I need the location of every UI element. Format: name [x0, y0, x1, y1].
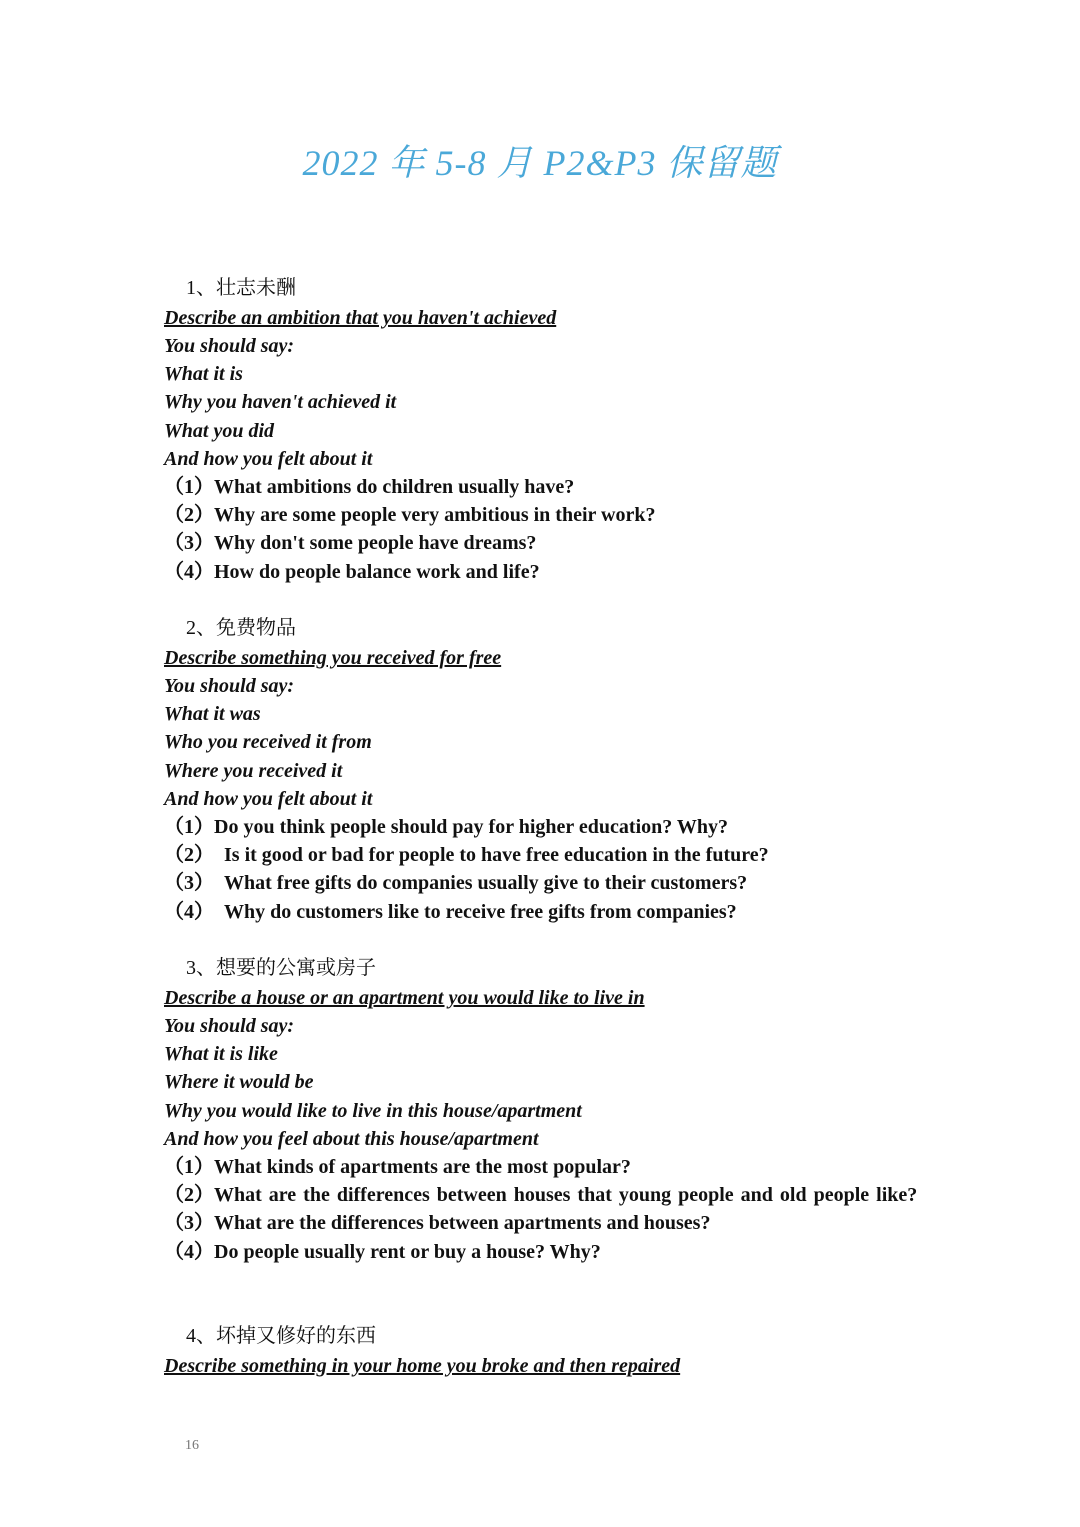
question-text: Do people usually rent or buy a house? Why?	[214, 1240, 601, 1263]
cue-line: What it is like	[164, 1043, 278, 1066]
question-text: How do people balance work and life?	[214, 560, 540, 583]
topic-title: Describe an ambition that you haven't achieved	[164, 307, 557, 329]
section-3	[164, 954, 924, 1266]
cue-line: Why you would like to live in this house/apartment	[164, 1099, 582, 1122]
question-number: （3）	[164, 1212, 214, 1235]
cue-line: And how you feel about this house/apartment	[164, 1127, 539, 1150]
question-number: （1）	[164, 815, 214, 838]
question-text: What free gifts do companies usually give to their customers?	[224, 872, 748, 895]
question	[164, 529, 924, 557]
question-text: What ambitions do children usually have?	[214, 475, 575, 498]
topic-title: Describe something you received for free	[164, 647, 502, 669]
cue-line: Where it would be	[164, 1071, 314, 1094]
section-1	[164, 274, 924, 586]
topic-title: Describe a house or an apartment you would like to live in	[164, 987, 645, 1009]
question-number: （3）	[164, 872, 214, 895]
question	[164, 1209, 924, 1237]
question-text: Is it good or bad for people to have free education in the future?	[224, 844, 769, 867]
question-number: （2）	[164, 1184, 214, 1207]
question-number: （4）	[164, 900, 214, 923]
cue-line: You should say:	[164, 675, 295, 697]
question	[164, 898, 924, 926]
question	[164, 473, 924, 501]
cue-line: What it is	[164, 363, 243, 386]
question-number: （2）	[164, 504, 214, 527]
section-4	[164, 1322, 924, 1380]
section-heading: 4、坏掉又修好的东西	[186, 1325, 376, 1347]
question	[164, 1181, 924, 1209]
question-text: What are the differences between houses that young people and old people like?	[214, 1184, 918, 1207]
question-number: （1）	[164, 1155, 214, 1178]
question	[164, 1153, 924, 1181]
page-number: 16	[185, 1438, 199, 1453]
question	[164, 1238, 924, 1266]
cue-line: What it was	[164, 703, 261, 726]
section-heading: 1、壮志未酬	[186, 277, 296, 299]
cue-line: Who you received it from	[164, 731, 372, 754]
cue-line: You should say:	[164, 335, 295, 357]
cue-line: Where you received it	[164, 759, 343, 782]
section-heading: 2、免费物品	[186, 617, 296, 639]
page-title: 2022 年 5-8 月 P2&P3 保留题	[302, 143, 778, 183]
question	[164, 501, 924, 529]
question-text: What kinds of apartments are the most popular?	[214, 1155, 631, 1178]
question-number: （4）	[164, 560, 214, 583]
question-text: Why do customers like to receive free gifts from companies?	[224, 900, 737, 923]
cue-line: What you did	[164, 419, 275, 442]
question	[164, 813, 924, 841]
question-text: Why are some people very ambitious in their work?	[214, 504, 656, 527]
cue-line: And how you felt about it	[164, 787, 373, 810]
section-2	[164, 614, 924, 926]
question	[164, 841, 924, 869]
question	[164, 558, 924, 586]
cue-line: You should say:	[164, 1015, 295, 1037]
question-number: （2）	[164, 844, 214, 867]
question-number: （3）	[164, 532, 214, 555]
topic-title: Describe something in your home you broke and then repaired	[164, 1355, 681, 1377]
question	[164, 869, 924, 897]
cue-line: Why you haven't achieved it	[164, 391, 397, 414]
question-text: Why don't some people have dreams?	[214, 532, 537, 555]
question-text: What are the differences between apartments and houses?	[214, 1212, 711, 1235]
section-heading: 3、想要的公寓或房子	[186, 957, 376, 979]
cue-line: And how you felt about it	[164, 447, 373, 470]
question-number: （1）	[164, 475, 214, 498]
question-text: Do you think people should pay for higher education? Why?	[214, 815, 729, 838]
question-number: （4）	[164, 1240, 214, 1263]
